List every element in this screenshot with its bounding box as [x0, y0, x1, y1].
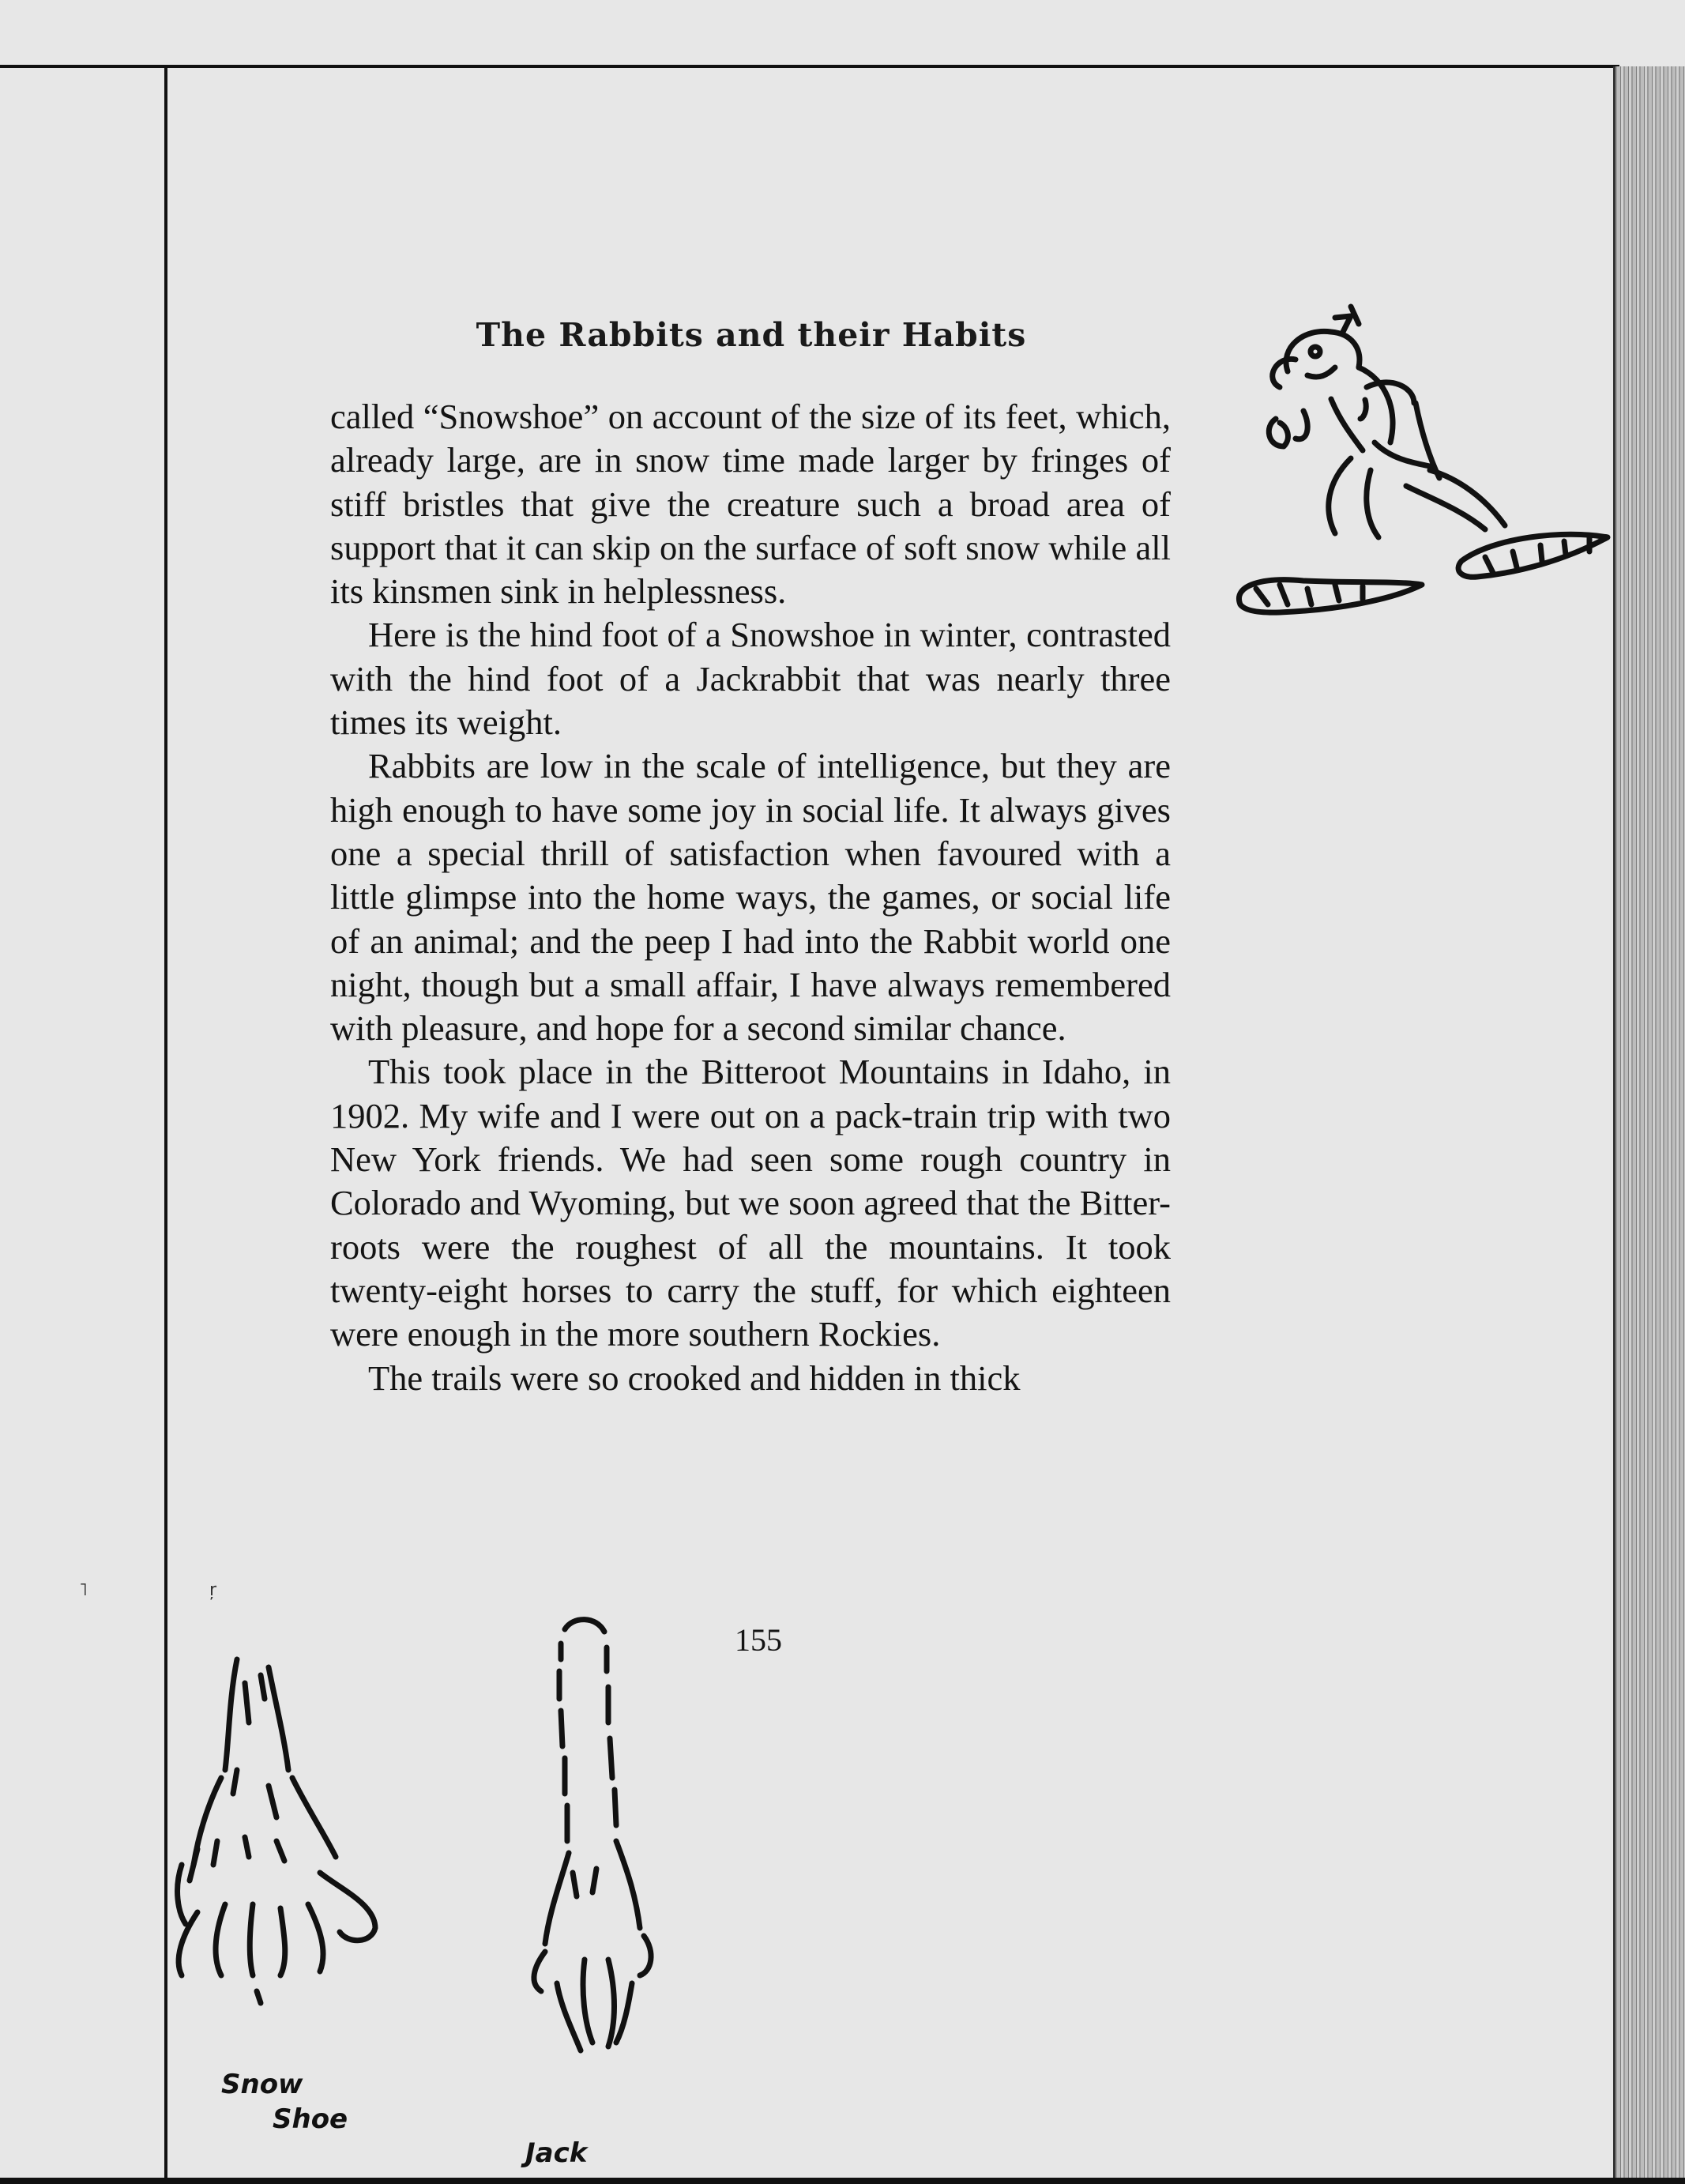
page-number: 155 [735, 1622, 782, 1658]
snowshoe-label-line-2: Shoe [273, 2103, 348, 2135]
jackrabbit-foot-illustration [498, 1612, 671, 2118]
running-head: The Rabbits and their Habits [476, 316, 1027, 354]
paragraph-1: called “Snowshoe” on account of the size of its feet, which, already large, are in snow time made larger by fringes of stiff bristles that give the creature such a broad area of support that it can skip on the surface of soft snow while all its kinsmen sink in helplessness. [330, 397, 1171, 612]
paragraph-5: The trails were so crooked and hidden in thick [368, 1357, 1021, 1398]
margin-mark-left-2: ŗ [209, 1580, 217, 1600]
paragraph-4: This took place in the Bitteroot Mountains in Idaho, in 1902. My wife and I were out on a pack-train trip with two New York friends. We had seen some rough country in Colorado and Wyoming, but we soon agreed that the Bitter-roots were the roughest of all the mountains. It took twenty-eight horses to carry the stuff, for which eighteen were enough in the more southern Rockies. [330, 1052, 1171, 1354]
paragraph-2: Here is the hind foot of a Snowshoe in winter, contrasted with the hind foot of a Jackrabbit that was nearly three times its weight. [330, 615, 1171, 743]
margin-mark-left: ˥ [79, 1580, 88, 1600]
scan-top-border [0, 65, 1619, 68]
page-edge-stack [1613, 66, 1685, 2184]
snowshoe-foot-illustration [150, 1651, 419, 2094]
paragraph-3: Rabbits are low in the scale of intelligence, but they are high enough to have some joy in social life. It always gives one a special thrill of satisfaction when favoured with a little glimpse into the home ways, the games, or social life of an animal; and the peep I had into the Rabbit world one night, though but a small affair, I have always remembered with pleasure, and hope for a second similar chance. [330, 746, 1171, 1049]
scan-bottom-border [0, 2178, 1685, 2184]
page-edge-line [1613, 66, 1615, 2184]
body-text [330, 395, 1171, 1400]
jack-label: Jack [525, 2137, 588, 2169]
snowshoe-label-line-1: Snow [221, 2069, 303, 2100]
rabbit-on-snowshoes-illustration [1232, 300, 1612, 648]
